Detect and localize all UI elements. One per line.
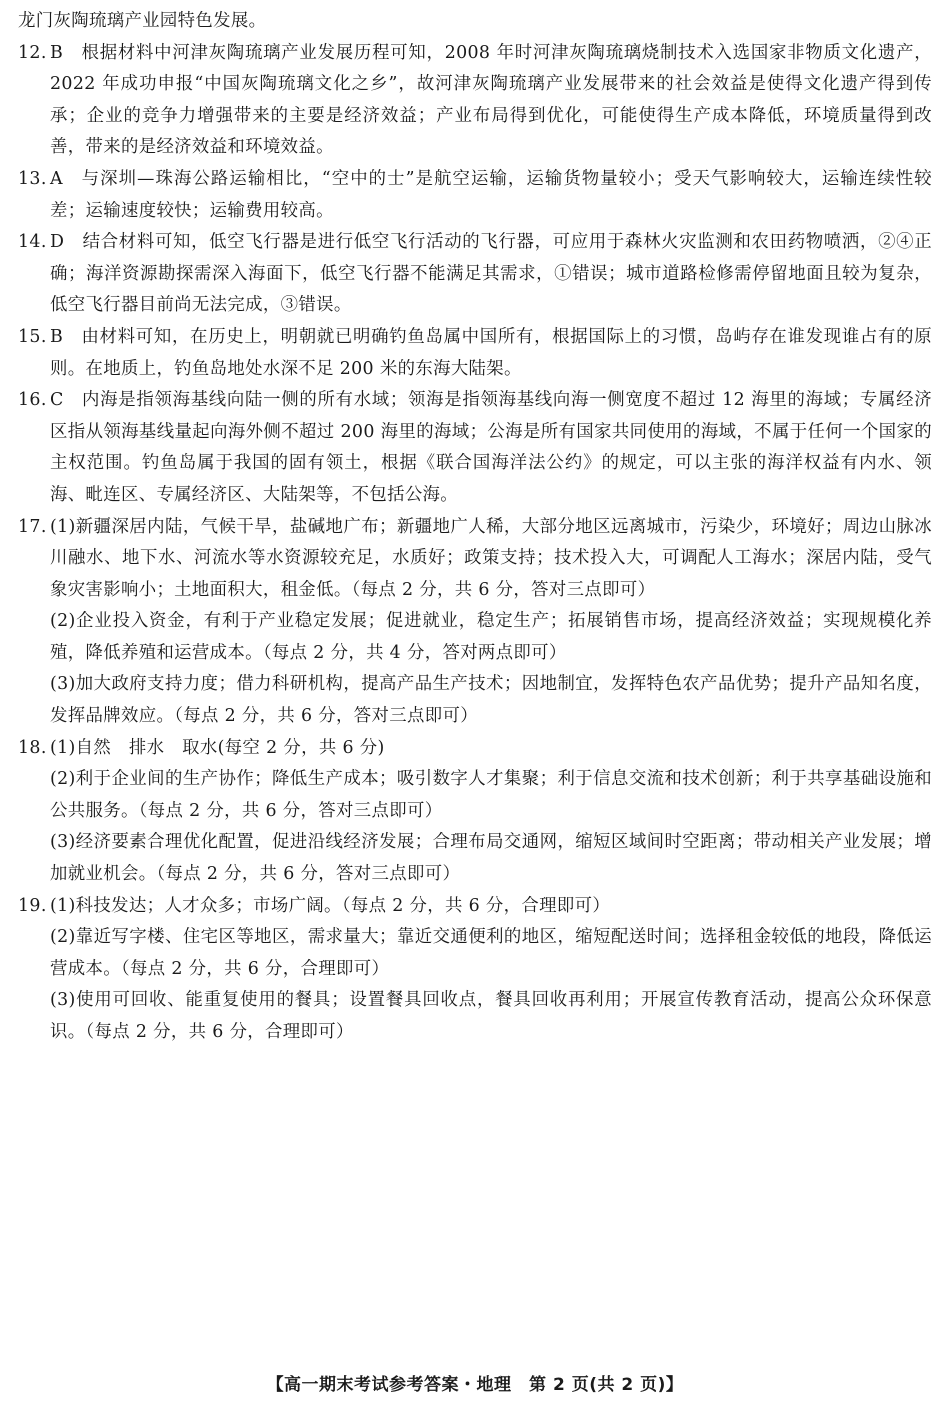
item-explanation: 结合材料可知，低空飞行器是进行低空飞行活动的飞行器，可应用于森林火灾监测和农田药物喷洒，②④正确；海洋资源勘探需深入海面下，低空飞行器不能满足其需求，①错误；城市道路检修需停留地面且较为复杂，低空飞行器目前尚无法完成，③错误。 <box>50 232 932 316</box>
item-number: 16. <box>18 390 47 411</box>
item-answer: C <box>50 390 64 411</box>
answer-item-17 <box>18 512 932 733</box>
item-explanation: 内海是指领海基线向陆一侧的所有水域；领海是指领海基线向海一侧宽度不超过 12 海里的海域；专属经济区指从领海基线量起向海外侧不超过 200 海里的海域；公海是所有国家共同使用的海域，不属于任何一个国家的主权范围。钓鱼岛属于我国的固有领土，根据《联合国海洋法公约》的规定，可以主张的海洋权益有内水、领海、毗连区、专属经济区、大陆架等，不包括公海。 <box>50 390 932 505</box>
item-number: 13. <box>18 168 47 189</box>
item-number: 18. <box>18 737 47 758</box>
answer-item-18 <box>18 733 932 891</box>
item-number: 14. <box>18 232 47 253</box>
item-answer: B <box>50 326 64 347</box>
answer-item-12 <box>18 38 932 164</box>
item-number: 15. <box>18 326 47 347</box>
answer-key-body <box>18 6 932 1049</box>
sub-answer-1: (1)新疆深居内陆，气候干旱，盐碱地广布；新疆地广人稀，大部分地区远离城市，污染少，环境好；周边山脉冰川融水、地下水、河流水等水资源较充足，水质好；政策支持；技术投入大，可调配人工海水；深居内陆，受气象灾害影响小；土地面积大，租金低。（每点 2 分，共 6 分，答对三点即可） <box>50 516 932 600</box>
item-explanation: 由材料可知，在历史上，明朝就已明确钓鱼岛属中国所有，根据国际上的习惯，岛屿存在谁发现谁占有的原则。在地质上，钓鱼岛地处水深不足 200 米的东海大陆架。 <box>50 326 932 379</box>
sub-answer-2: (2)企业投入资金，有利于产业稳定发展；促进就业，稳定生产；拓展销售市场，提高经济效益；实现规模化养殖，降低养殖和运营成本。（每点 2 分，共 4 分，答对两点即可） <box>50 611 932 663</box>
page-footer: 【高一期末考试参考答案・地理 第 2 页(共 2 页)】 <box>266 1375 684 1395</box>
item-explanation: 与深圳—珠海公路运输相比，“空中的士”是航空运输，运输货物量较小；受天气影响较大，运输连续性较差；运输速度较快；运输费用较高。 <box>50 168 932 221</box>
answer-item-14 <box>18 227 932 322</box>
sub-answer-2: (2)靠近写字楼、住宅区等地区，需求量大；靠近交通便利的地区，缩短配送时间；选择租金较低的地段，降低运营成本。（每点 2 分，共 6 分，合理即可） <box>50 927 932 979</box>
sub-answer-2: (2)利于企业间的生产协作；降低生产成本；吸引数字人才集聚；利于信息交流和技术创新；利于共享基础设施和公共服务。（每点 2 分，共 6 分，答对三点即可） <box>50 769 932 821</box>
item-explanation: 根据材料中河津灰陶琉璃产业发展历程可知，2008 年时河津灰陶琉璃烧制技术入选国家非物质文化遗产，2022 年成功申报“中国灰陶琉璃文化之乡”，故河津灰陶琉璃产业发展带来的社会效益是使得文化遗产得到传承；企业的竞争力增强带来的主要是经济效益；产业布局得到优化，可能使得生产成本降低，环境质量得到改善，带来的是经济效益和环境效益。 <box>50 42 932 158</box>
sub-answer-1: (1)科技发达；人才众多；市场广阔。（每点 2 分，共 6 分，合理即可） <box>50 895 611 916</box>
item-answer: A <box>50 168 63 189</box>
item-answer: D <box>50 232 65 253</box>
sub-answer-3: (3)使用可回收、能重复使用的餐具；设置餐具回收点，餐具回收再利用；开展宣传教育活动，提高公众环保意识。（每点 2 分，共 6 分，合理即可） <box>50 990 932 1042</box>
item-number: 19. <box>18 895 47 916</box>
answer-item-13 <box>18 164 932 227</box>
sub-answer-1: (1)自然 排水 取水(每空 2 分，共 6 分) <box>50 737 385 758</box>
answer-item-19 <box>18 891 932 1049</box>
intro-line: 龙门灰陶琉璃产业园特色发展。 <box>18 11 267 31</box>
item-answer: B <box>50 42 64 63</box>
sub-answer-3: (3)经济要素合理优化配置，促进沿线经济发展；合理布局交通网，缩短区域间时空距离；带动相关产业发展；增加就业机会。（每点 2 分，共 6 分，答对三点即可） <box>50 832 932 885</box>
answer-item-16 <box>18 385 932 511</box>
answer-item-15 <box>18 322 932 385</box>
item-number: 12. <box>18 42 47 63</box>
sub-answer-3: (3)加大政府支持力度；借力科研机构，提高产品生产技术；因地制宜，发挥特色农产品优势；提升产品知名度，发挥品牌效应。（每点 2 分，共 6 分，答对三点即可） <box>50 674 932 727</box>
item-number: 17. <box>18 516 47 537</box>
